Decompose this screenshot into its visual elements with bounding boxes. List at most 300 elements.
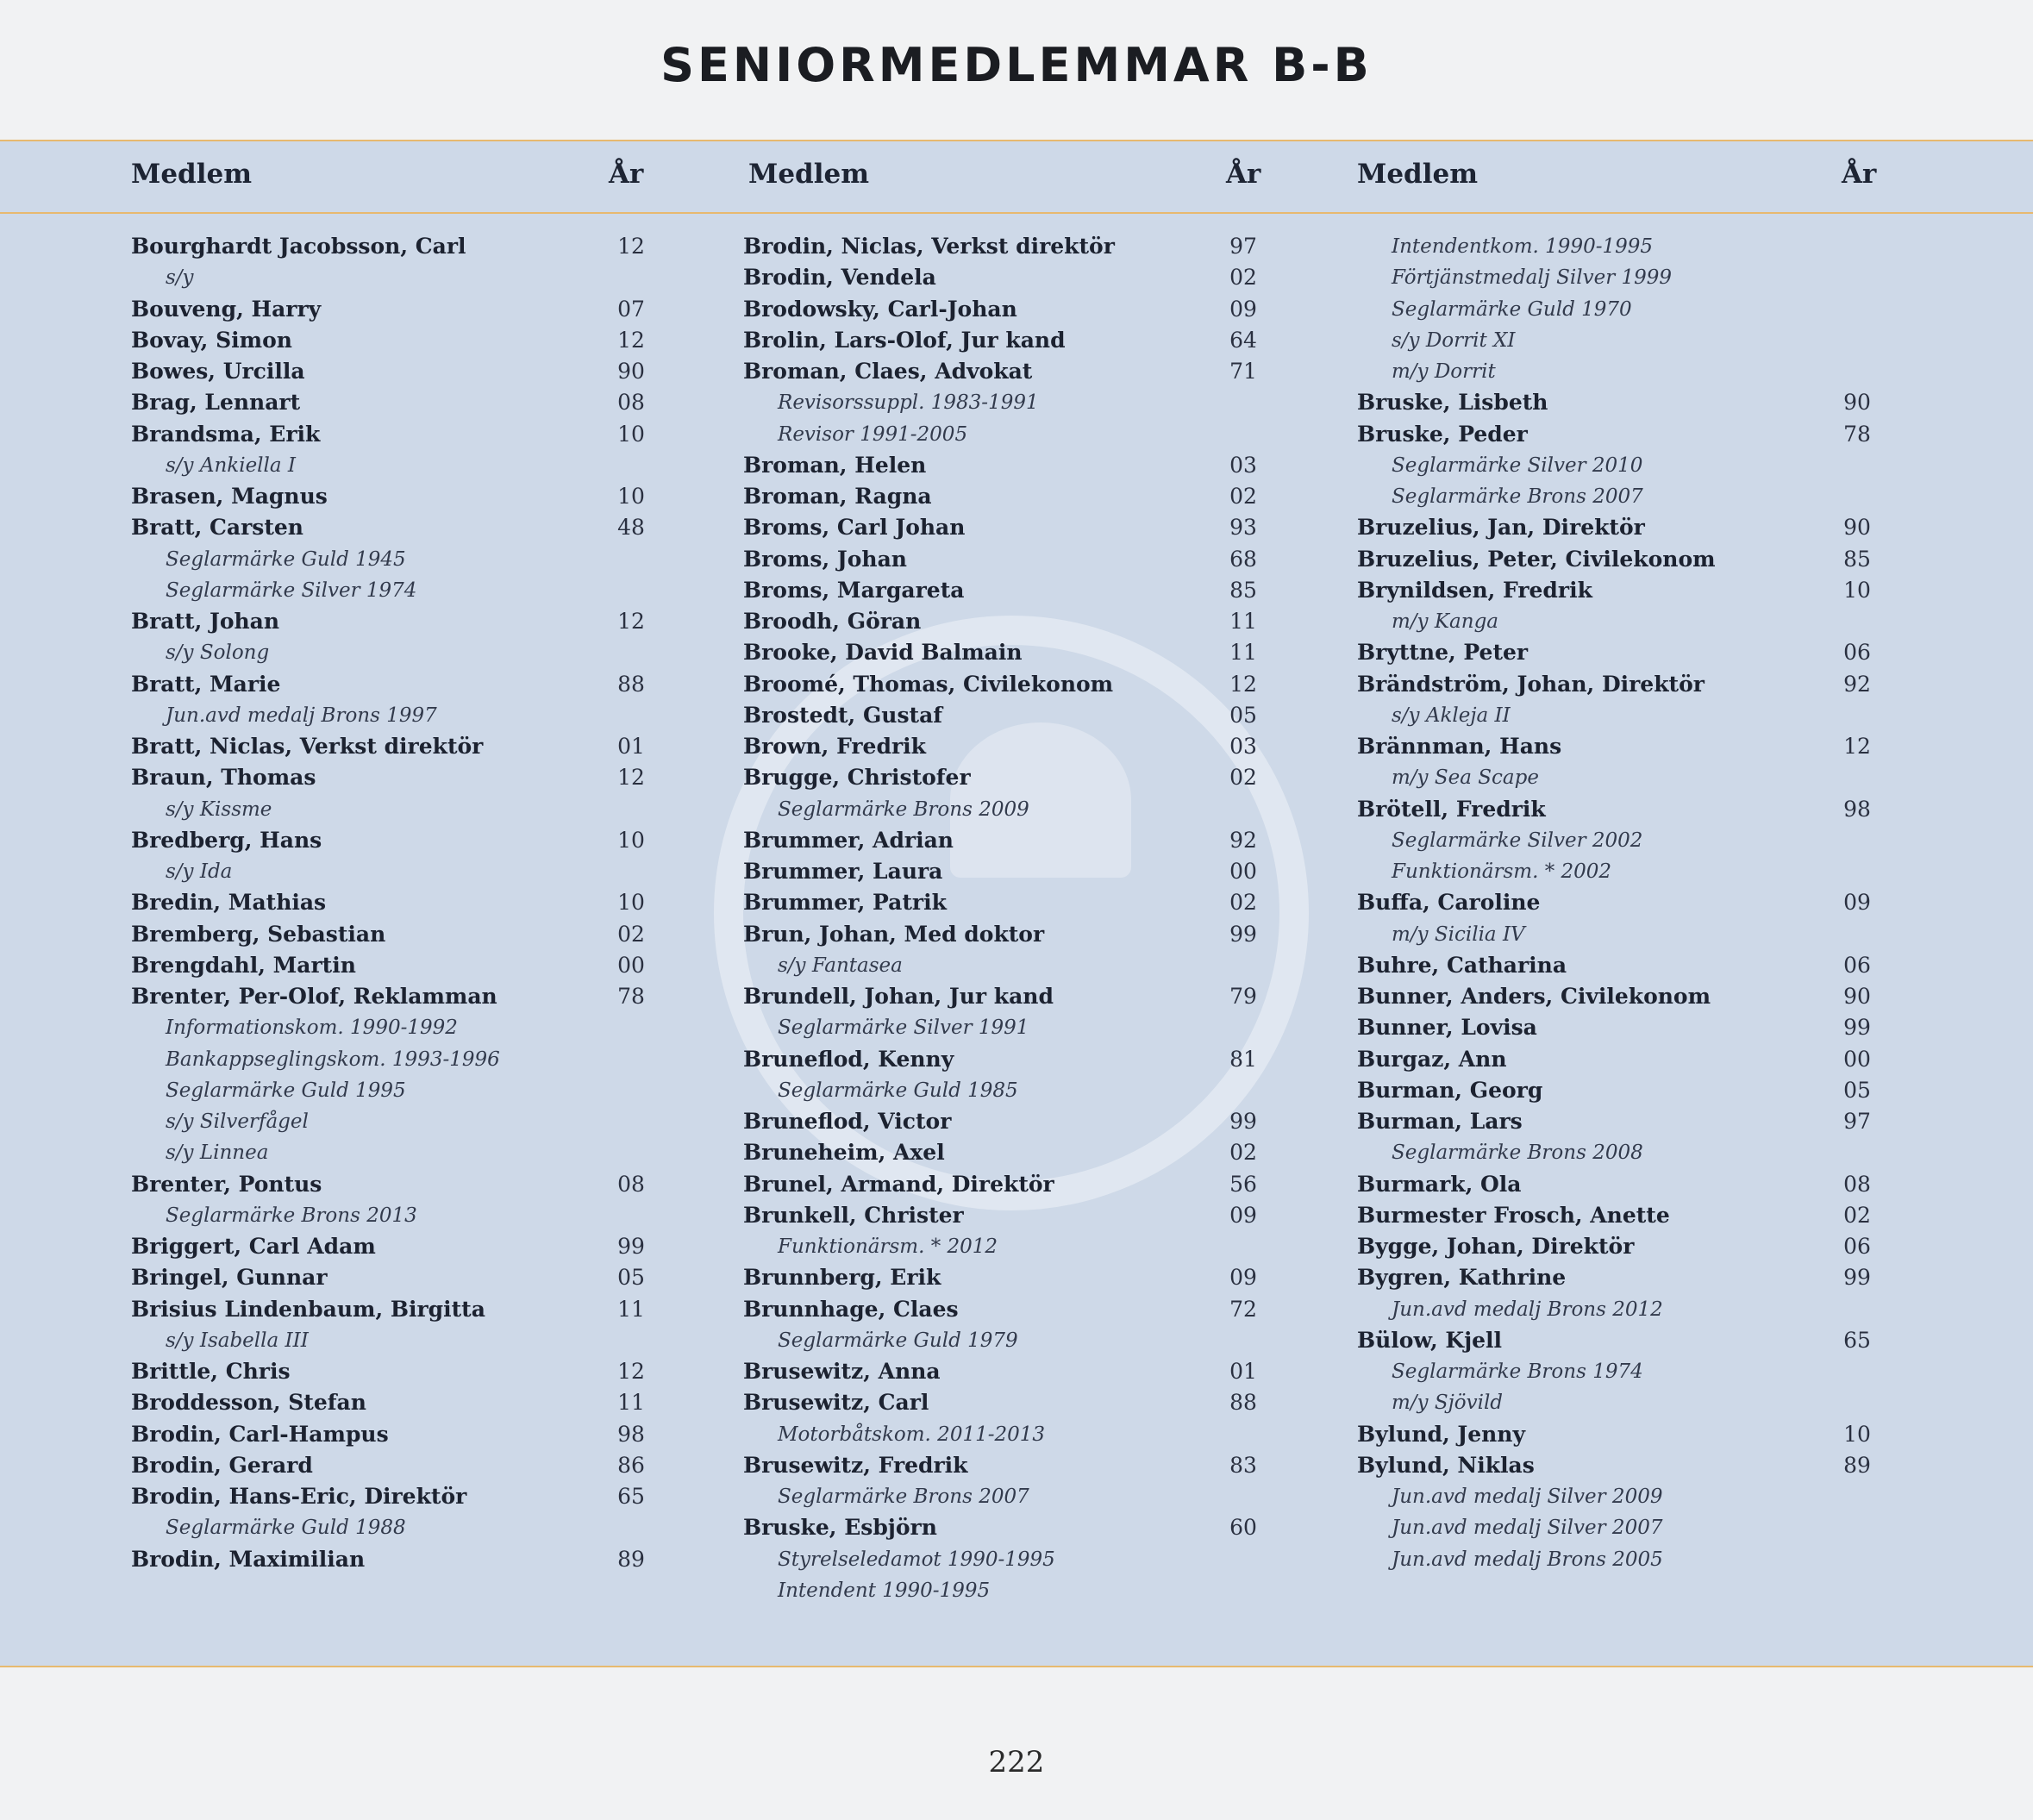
- member-note: Jun.avd medalj Brons 2005: [1392, 1548, 1663, 1571]
- member-row: [1357, 1325, 1892, 1356]
- member-note: Motorbåtskom. 2011-2013: [778, 1423, 1046, 1446]
- member-name: Brunkell, Christer: [743, 1202, 964, 1228]
- member-row: [743, 981, 1278, 1012]
- member-note: Jun.avd medalj Silver 2007: [1392, 1517, 1663, 1540]
- member-row: [743, 450, 1278, 481]
- member-year: 11: [1229, 640, 1257, 666]
- member-row: [1357, 575, 1892, 606]
- member-name: Brummer, Laura: [743, 859, 943, 884]
- member-note: m/y Dorrit: [1392, 360, 1496, 383]
- member-name: Brunnberg, Erik: [743, 1265, 941, 1291]
- member-row: [743, 1356, 1278, 1387]
- member-column-1: [131, 231, 666, 1575]
- member-row: [1357, 387, 1892, 418]
- member-row: [743, 1044, 1278, 1075]
- member-year: 12: [617, 609, 645, 634]
- member-year: 90: [1843, 390, 1871, 416]
- member-note-row: [743, 1481, 1278, 1512]
- member-row: [743, 637, 1278, 668]
- member-name: Bryttne, Peter: [1357, 640, 1529, 666]
- member-year: 92: [1229, 827, 1257, 853]
- column-header-year: År: [1842, 159, 1877, 190]
- member-year: 08: [1843, 1171, 1871, 1197]
- member-name: Brasen, Magnus: [131, 484, 328, 509]
- member-note-row: [131, 1106, 666, 1137]
- member-year: 00: [1843, 1046, 1871, 1072]
- member-name: Burgaz, Ann: [1357, 1046, 1507, 1072]
- member-row: [131, 1450, 666, 1481]
- member-row: [131, 419, 666, 450]
- member-name: Broddesson, Stefan: [131, 1390, 366, 1416]
- page-title: SENIORMEDLEMMAR B-B: [660, 38, 1373, 92]
- member-note-row: [1357, 1481, 1892, 1512]
- member-note-row: [1357, 762, 1892, 793]
- member-name: Brengdahl, Martin: [131, 952, 356, 978]
- member-year: 10: [617, 890, 645, 916]
- member-note-row: [131, 450, 666, 481]
- member-row: [131, 606, 666, 637]
- member-year: 65: [617, 1484, 645, 1509]
- member-name: Brandsma, Erik: [131, 421, 321, 447]
- member-row: [743, 825, 1278, 856]
- member-year: 06: [1843, 640, 1871, 666]
- member-name: Bredberg, Hans: [131, 827, 322, 853]
- member-row: [1357, 669, 1892, 700]
- member-row: [1357, 794, 1892, 825]
- member-row: [743, 1137, 1278, 1168]
- member-year: 12: [617, 327, 645, 353]
- member-year: 90: [1843, 984, 1871, 1009]
- member-row: [1357, 1075, 1892, 1106]
- member-note-row: [1357, 450, 1892, 481]
- member-year: 10: [1843, 577, 1871, 603]
- member-note-row: [131, 1512, 666, 1543]
- member-name: Bruneflod, Kenny: [743, 1046, 954, 1072]
- member-note-row: [1357, 1294, 1892, 1325]
- member-table: [0, 140, 2033, 1667]
- member-row: [131, 512, 666, 543]
- column-header-member: Medlem: [1357, 159, 1479, 190]
- member-name: Brännman, Hans: [1357, 734, 1562, 759]
- member-name: Bruzelius, Jan, Direktör: [1357, 515, 1645, 541]
- member-year: 85: [1843, 546, 1871, 572]
- member-row: [1357, 544, 1892, 575]
- member-note: Intendent 1990-1995: [778, 1579, 991, 1602]
- member-year: 99: [617, 1234, 645, 1259]
- member-name: Brodin, Vendela: [743, 265, 936, 291]
- member-row: [1357, 1450, 1892, 1481]
- member-note: s/y Dorrit XI: [1392, 328, 1516, 352]
- member-name: Bourghardt Jacobsson, Carl: [131, 234, 466, 259]
- member-note: s/y Solong: [166, 641, 270, 665]
- member-note-row: [131, 262, 666, 293]
- member-row: [1357, 887, 1892, 918]
- member-note: Funktionärsm. * 2012: [778, 1235, 998, 1258]
- member-year: 83: [1229, 1452, 1257, 1478]
- member-name: Broms, Carl Johan: [743, 515, 966, 541]
- member-note: Seglarmärke Brons 2008: [1392, 1141, 1643, 1165]
- member-name: Broman, Ragna: [743, 484, 932, 509]
- member-year: 48: [617, 515, 645, 541]
- member-row: [1357, 1200, 1892, 1231]
- member-note-row: [131, 637, 666, 668]
- member-row: [1357, 1012, 1892, 1043]
- member-note-row: [743, 794, 1278, 825]
- member-row: [1357, 1262, 1892, 1293]
- member-note: Seglarmärke Brons 2007: [778, 1485, 1029, 1508]
- member-note: m/y Kanga: [1392, 610, 1499, 633]
- member-year: 02: [1229, 484, 1257, 509]
- member-name: Brenter, Per-Olof, Reklamman: [131, 984, 497, 1009]
- member-name: Brodin, Maximilian: [131, 1546, 366, 1572]
- member-year: 99: [1229, 921, 1257, 947]
- member-year: 09: [1229, 296, 1257, 322]
- member-note-row: [1357, 356, 1892, 387]
- member-year: 07: [617, 296, 645, 322]
- member-name: Brooke, David Balmain: [743, 640, 1023, 666]
- member-name: Bovay, Simon: [131, 327, 292, 353]
- member-year: 05: [617, 1265, 645, 1291]
- member-note-row: [1357, 262, 1892, 293]
- member-note: Jun.avd medalj Silver 2009: [1392, 1485, 1663, 1508]
- member-name: Buffa, Caroline: [1357, 890, 1541, 916]
- member-name: Bunner, Anders, Civilekonom: [1357, 984, 1711, 1009]
- member-row: [131, 387, 666, 418]
- member-year: 97: [1229, 234, 1257, 259]
- member-name: Broms, Johan: [743, 546, 907, 572]
- member-year: 64: [1229, 327, 1257, 353]
- member-name: Brodin, Carl-Hampus: [131, 1421, 389, 1447]
- member-row: [1357, 981, 1892, 1012]
- member-name: Broman, Claes, Advokat: [743, 359, 1033, 384]
- member-year: 90: [617, 359, 645, 384]
- member-note-row: [1357, 481, 1892, 512]
- member-year: 12: [1229, 671, 1257, 697]
- member-note: Förtjänstmedalj Silver 1999: [1392, 266, 1673, 290]
- member-name: Bunner, Lovisa: [1357, 1015, 1537, 1041]
- member-row: [131, 762, 666, 793]
- member-note: Revisor 1991-2005: [778, 422, 968, 446]
- member-name: Brummer, Adrian: [743, 827, 954, 853]
- member-year: 86: [617, 1452, 645, 1478]
- table-header: [0, 141, 2033, 214]
- member-row: [131, 731, 666, 762]
- member-note: Informationskom. 1990-1992: [166, 1016, 458, 1040]
- member-name: Bremberg, Sebastian: [131, 921, 386, 947]
- member-note-row: [1357, 325, 1892, 356]
- member-name: Brostedt, Gustaf: [743, 702, 943, 728]
- member-year: 92: [1843, 671, 1871, 697]
- member-name: Bylund, Jenny: [1357, 1421, 1526, 1447]
- member-year: 02: [1229, 765, 1257, 791]
- member-row: [131, 294, 666, 325]
- member-row: [1357, 1231, 1892, 1262]
- member-year: 08: [617, 390, 645, 416]
- member-name: Bruneheim, Axel: [743, 1140, 945, 1166]
- member-note-row: [1357, 1356, 1892, 1387]
- member-year: 03: [1229, 734, 1257, 759]
- member-row: [1357, 1044, 1892, 1075]
- member-name: Brenter, Pontus: [131, 1171, 322, 1197]
- member-year: 12: [617, 1359, 645, 1384]
- member-note-row: [131, 700, 666, 731]
- member-note-row: [743, 1575, 1278, 1606]
- member-note-row: [743, 950, 1278, 981]
- member-note: Seglarmärke Silver 2010: [1392, 453, 1643, 477]
- column-header-member: Medlem: [131, 159, 253, 190]
- member-note: Seglarmärke Guld 1985: [778, 1079, 1018, 1102]
- member-year: 98: [1843, 796, 1871, 822]
- member-note-row: [131, 794, 666, 825]
- member-name: Bratt, Carsten: [131, 515, 303, 541]
- member-note: Jun.avd medalj Brons 2012: [1392, 1298, 1663, 1321]
- member-name: Brodin, Hans-Eric, Direktör: [131, 1484, 467, 1509]
- member-name: Brittle, Chris: [131, 1359, 291, 1384]
- member-row: [743, 231, 1278, 262]
- member-note-row: [743, 1075, 1278, 1106]
- member-note-row: [1357, 825, 1892, 856]
- member-note: s/y Linnea: [166, 1141, 269, 1165]
- member-note: s/y: [166, 266, 194, 290]
- member-note-row: [1357, 1544, 1892, 1575]
- member-row: [743, 731, 1278, 762]
- member-name: Bygren, Kathrine: [1357, 1265, 1567, 1291]
- member-row: [743, 919, 1278, 950]
- member-name: Brodowsky, Carl-Johan: [743, 296, 1017, 322]
- member-name: Bouveng, Harry: [131, 296, 322, 322]
- member-name: Broms, Margareta: [743, 577, 965, 603]
- member-name: Brusewitz, Anna: [743, 1359, 941, 1384]
- member-name: Brunnhage, Claes: [743, 1296, 959, 1322]
- member-year: 12: [617, 765, 645, 791]
- member-name: Brolin, Lars-Olof, Jur kand: [743, 327, 1066, 353]
- member-name: Brugge, Christofer: [743, 765, 971, 791]
- member-name: Brisius Lindenbaum, Birgitta: [131, 1296, 485, 1322]
- column-header-year: År: [609, 159, 644, 190]
- member-row: [131, 950, 666, 981]
- member-year: 01: [1229, 1359, 1257, 1384]
- member-name: Bygge, Johan, Direktör: [1357, 1234, 1635, 1259]
- member-year: 81: [1229, 1046, 1257, 1072]
- member-note: Seglarmärke Brons 1974: [1392, 1360, 1643, 1383]
- member-note: Seglarmärke Silver 1974: [166, 579, 417, 602]
- member-row: [131, 1169, 666, 1200]
- member-row: [743, 356, 1278, 387]
- member-name: Briggert, Carl Adam: [131, 1234, 376, 1259]
- member-note-row: [743, 1012, 1278, 1043]
- member-name: Brusewitz, Carl: [743, 1390, 929, 1416]
- member-row: [131, 1294, 666, 1325]
- member-column-2: [743, 231, 1278, 1606]
- member-note: m/y Sjövild: [1392, 1392, 1504, 1415]
- member-year: 78: [1843, 421, 1871, 447]
- member-note: m/y Sicilia IV: [1392, 923, 1525, 946]
- member-note: s/y Ida: [166, 860, 233, 883]
- member-name: Broman, Helen: [743, 452, 927, 478]
- member-row: [131, 1544, 666, 1575]
- member-note-row: [1357, 700, 1892, 731]
- member-year: 02: [1229, 1140, 1257, 1166]
- member-row: [131, 481, 666, 512]
- member-name: Bruske, Esbjörn: [743, 1515, 937, 1541]
- member-name: Brötell, Fredrik: [1357, 796, 1546, 822]
- member-row: [131, 1481, 666, 1512]
- member-note-row: [131, 856, 666, 887]
- member-row: [131, 825, 666, 856]
- member-note: s/y Silverfågel: [166, 1110, 309, 1133]
- member-name: Bratt, Niclas, Verkst direktör: [131, 734, 484, 759]
- member-name: Bratt, Marie: [131, 671, 281, 697]
- member-year: 88: [1229, 1390, 1257, 1416]
- member-row: [743, 762, 1278, 793]
- member-note-row: [743, 1544, 1278, 1575]
- member-row: [743, 669, 1278, 700]
- member-row: [131, 1262, 666, 1293]
- member-row: [743, 887, 1278, 918]
- member-name: Brynildsen, Fredrik: [1357, 577, 1592, 603]
- member-note: s/y Fantasea: [778, 954, 903, 977]
- member-row: [743, 1387, 1278, 1418]
- member-row: [743, 1200, 1278, 1231]
- member-name: Brummer, Patrik: [743, 890, 947, 916]
- member-year: 85: [1229, 577, 1257, 603]
- member-name: Braun, Thomas: [131, 765, 316, 791]
- member-name: Bredin, Mathias: [131, 890, 327, 916]
- member-year: 88: [617, 671, 645, 697]
- member-name: Broodh, Göran: [743, 609, 922, 634]
- member-year: 10: [617, 484, 645, 509]
- member-row: [1357, 637, 1892, 668]
- member-year: 99: [1843, 1015, 1871, 1041]
- member-note-row: [1357, 1387, 1892, 1418]
- member-year: 68: [1229, 546, 1257, 572]
- member-year: 06: [1843, 952, 1871, 978]
- member-note: Seglarmärke Brons 2013: [166, 1204, 417, 1227]
- member-year: 12: [617, 234, 645, 259]
- member-row: [131, 981, 666, 1012]
- member-name: Bratt, Johan: [131, 609, 280, 634]
- member-year: 10: [617, 827, 645, 853]
- member-year: 01: [617, 734, 645, 759]
- member-name: Brodin, Niclas, Verkst direktör: [743, 234, 1115, 259]
- member-year: 00: [617, 952, 645, 978]
- member-year: 03: [1229, 452, 1257, 478]
- member-row: [1357, 1419, 1892, 1450]
- member-year: 78: [617, 984, 645, 1009]
- member-name: Buhre, Catharina: [1357, 952, 1567, 978]
- member-note: Jun.avd medalj Brons 1997: [166, 704, 437, 727]
- member-note-row: [1357, 1512, 1892, 1543]
- member-note-row: [1357, 231, 1892, 262]
- member-year: 11: [1229, 609, 1257, 634]
- member-note: Seglarmärke Silver 1991: [778, 1016, 1029, 1040]
- member-row: [131, 887, 666, 918]
- member-note: s/y Kissme: [166, 797, 272, 821]
- member-name: Burmester Frosch, Anette: [1357, 1202, 1670, 1228]
- member-year: 99: [1229, 1109, 1257, 1134]
- member-note-row: [743, 1419, 1278, 1450]
- member-note-row: [131, 1200, 666, 1231]
- member-year: 98: [617, 1421, 645, 1447]
- member-note-row: [743, 1325, 1278, 1356]
- member-note-row: [743, 1231, 1278, 1262]
- member-row: [1357, 512, 1892, 543]
- member-row: [743, 544, 1278, 575]
- member-note: Seglarmärke Guld 1970: [1392, 297, 1632, 321]
- member-note-row: [131, 575, 666, 606]
- member-note-row: [131, 1044, 666, 1075]
- member-year: 10: [617, 421, 645, 447]
- member-year: 99: [1843, 1265, 1871, 1291]
- member-note: Funktionärsm. * 2002: [1392, 860, 1612, 883]
- member-name: Bruzelius, Peter, Civilekonom: [1357, 546, 1716, 572]
- column-header-member: Medlem: [748, 159, 870, 190]
- member-year: 90: [1843, 515, 1871, 541]
- member-year: 60: [1229, 1515, 1257, 1541]
- member-year: 11: [617, 1296, 645, 1322]
- member-year: 00: [1229, 859, 1257, 884]
- member-year: 05: [1229, 702, 1257, 728]
- member-note: Seglarmärke Silver 2002: [1392, 829, 1643, 852]
- member-name: Brodin, Gerard: [131, 1452, 313, 1478]
- member-note-row: [1357, 1137, 1892, 1168]
- member-name: Bülow, Kjell: [1357, 1327, 1503, 1353]
- member-note-row: [1357, 606, 1892, 637]
- member-name: Bruske, Peder: [1357, 421, 1528, 447]
- member-name: Brändström, Johan, Direktör: [1357, 671, 1705, 697]
- member-name: Bringel, Gunnar: [131, 1265, 328, 1291]
- member-year: 11: [617, 1390, 645, 1416]
- member-note: Styrelseledamot 1990-1995: [778, 1548, 1055, 1571]
- member-year: 12: [1843, 734, 1871, 759]
- member-note-row: [131, 1325, 666, 1356]
- member-row: [743, 700, 1278, 731]
- member-row: [743, 325, 1278, 356]
- member-note: Seglarmärke Guld 1945: [166, 547, 406, 571]
- member-note: m/y Sea Scape: [1392, 766, 1539, 790]
- member-row: [743, 1450, 1278, 1481]
- member-year: 65: [1843, 1327, 1871, 1353]
- member-row: [131, 325, 666, 356]
- member-name: Bowes, Urcilla: [131, 359, 305, 384]
- member-row: [131, 1356, 666, 1387]
- member-year: 89: [1843, 1452, 1871, 1478]
- member-year: 06: [1843, 1234, 1871, 1259]
- member-year: 02: [1843, 1202, 1871, 1228]
- member-note: s/y Akleja II: [1392, 704, 1511, 727]
- member-row: [1357, 1106, 1892, 1137]
- member-year: 89: [617, 1546, 645, 1572]
- member-note-row: [743, 419, 1278, 450]
- member-year: 97: [1843, 1109, 1871, 1134]
- member-row: [131, 1231, 666, 1262]
- member-row: [1357, 419, 1892, 450]
- member-name: Burman, Georg: [1357, 1077, 1543, 1103]
- member-year: 93: [1229, 515, 1257, 541]
- member-year: 10: [1843, 1421, 1871, 1447]
- member-year: 08: [617, 1171, 645, 1197]
- member-note-row: [131, 1012, 666, 1043]
- member-name: Bylund, Niklas: [1357, 1452, 1535, 1478]
- member-year: 71: [1229, 359, 1257, 384]
- member-row: [131, 919, 666, 950]
- member-row: [743, 1106, 1278, 1137]
- member-note: Revisorssuppl. 1983-1991: [778, 391, 1039, 415]
- member-row: [743, 856, 1278, 887]
- member-year: 79: [1229, 984, 1257, 1009]
- member-name: Burmark, Ola: [1357, 1171, 1522, 1197]
- member-name: Brag, Lennart: [131, 390, 301, 416]
